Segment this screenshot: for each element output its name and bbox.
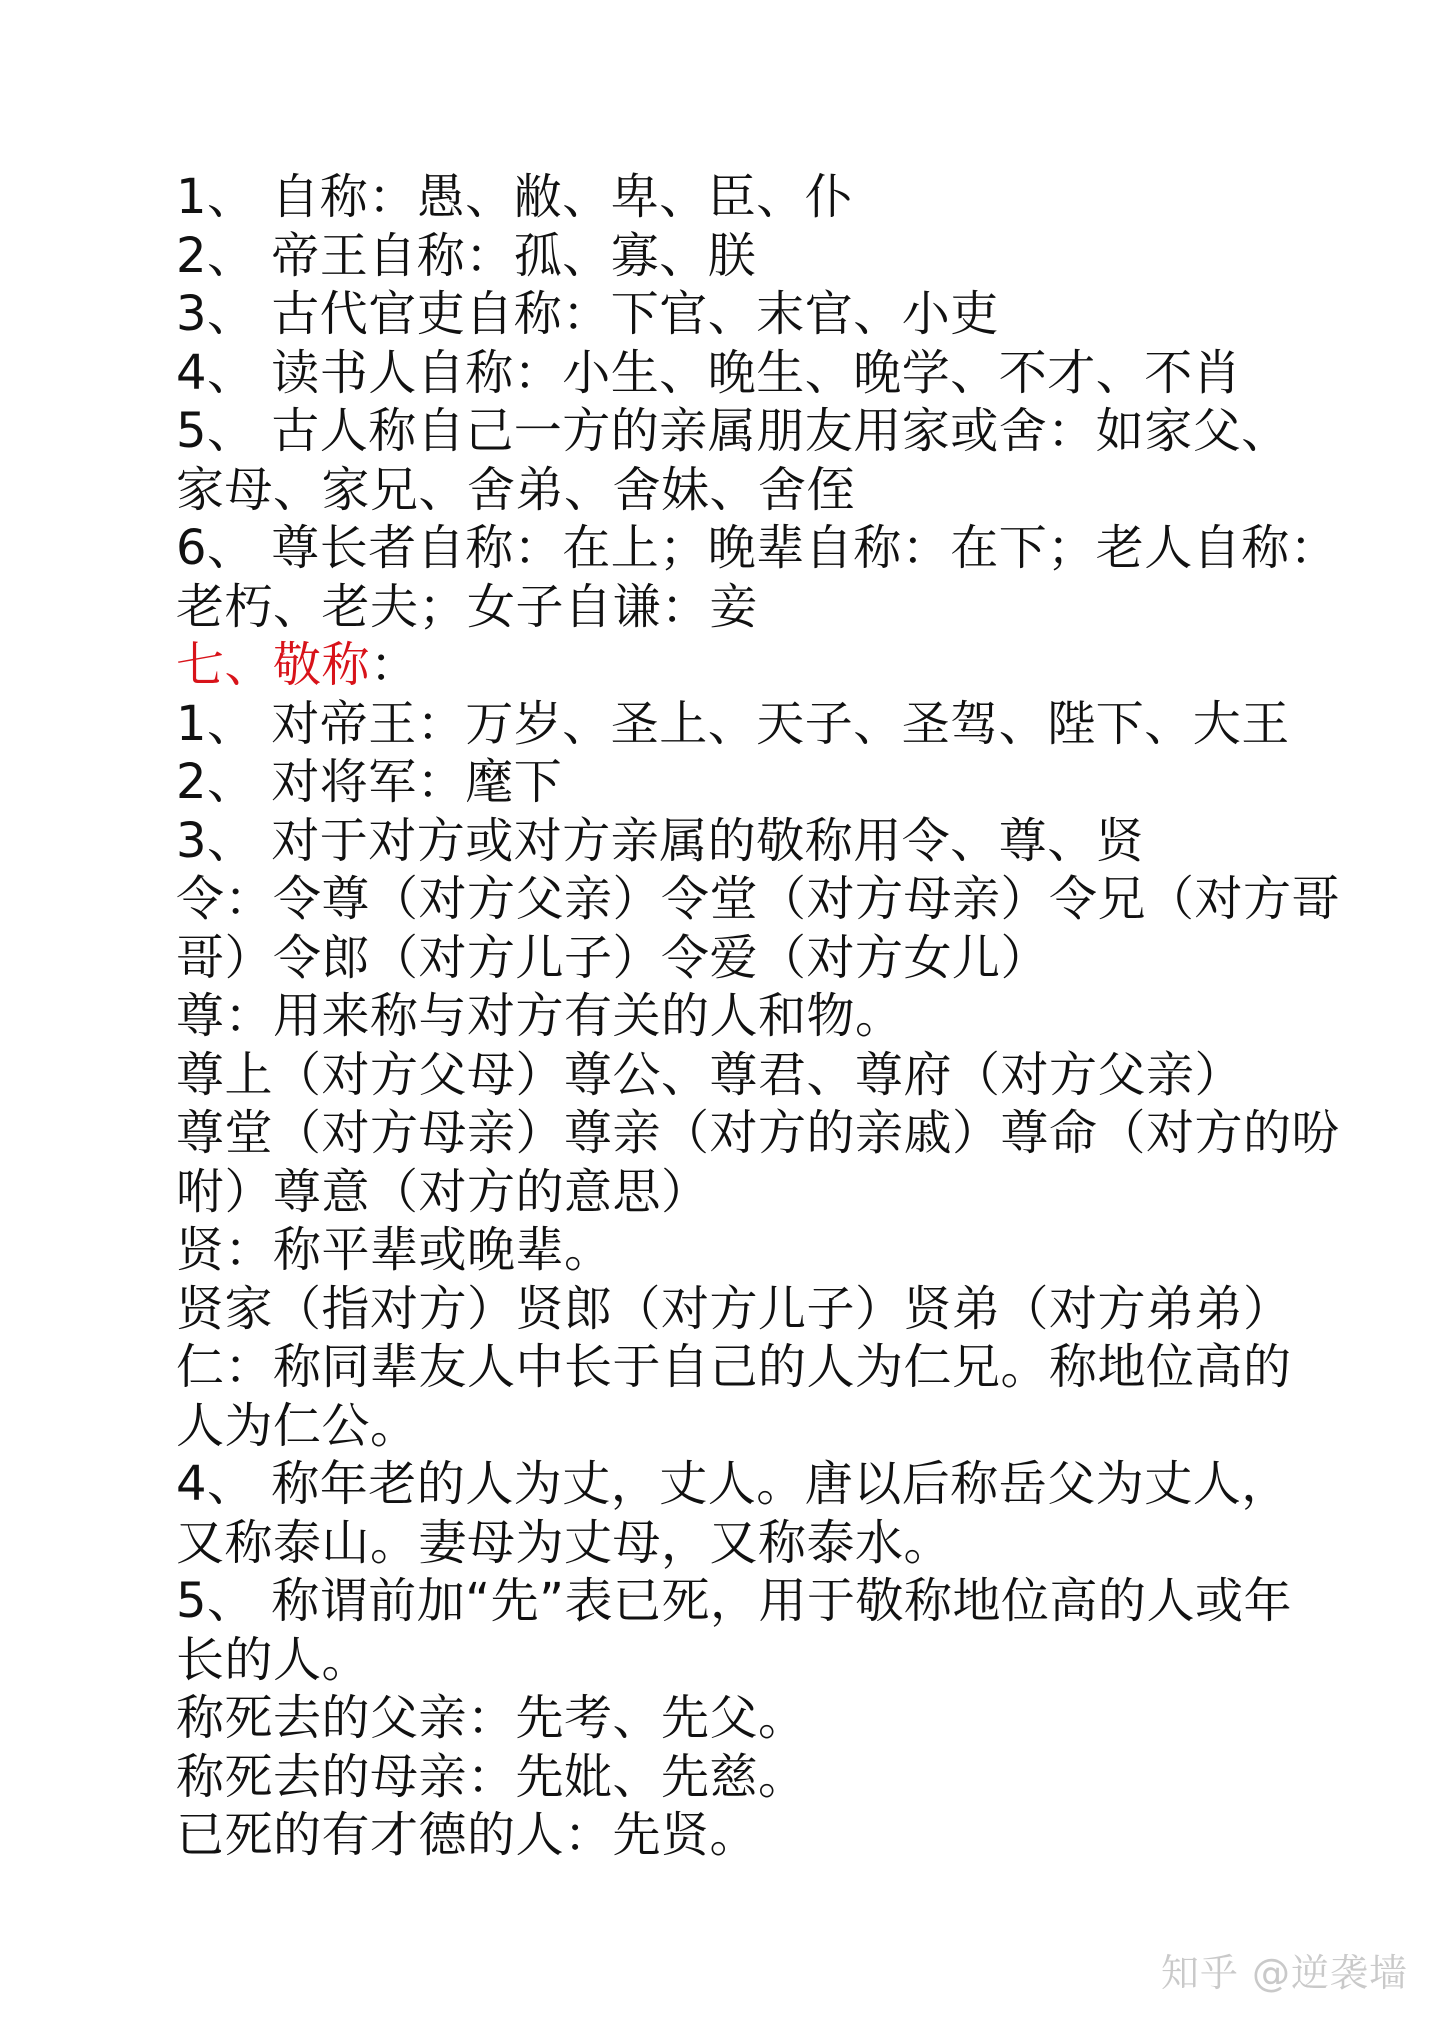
text-line: 3、 古代官吏自称：下官、末官、小吏 (176, 286, 999, 342)
section-heading (176, 636, 1396, 695)
text-line: 4、 读书人自称：小生、晚生、晚学、不才、不肖 (176, 344, 1242, 401)
text-line: 1、 对帝王：万岁、圣上、天子、圣驾、陛下、大王 (176, 695, 1290, 752)
watermark: 知乎 @逆袭墙 (1160, 1951, 1408, 1995)
text-line: 5、 古人称自己一方的亲属朋友用家或舍：如家父、 (176, 403, 1290, 459)
text-line: 5、 称谓前加“先”表已死，用于敬称地位高的人或年 (176, 1573, 1293, 1629)
text-line: 仁：称同辈友人中长于自己的人为仁兄。称地位高的 (176, 1339, 1292, 1395)
text-line: 已死的有才德的人：先贤。 (176, 1807, 759, 1863)
text-line: 尊上（对方父母）尊公、尊君、尊府（对方父亲） (176, 1046, 1244, 1103)
document-body (176, 168, 1396, 1865)
text-line: 2、 对将军：麾下 (176, 754, 563, 810)
text-line: 6、 尊长者自称：在上；晚辈自称：在下；老人自称： (176, 520, 1339, 576)
text-line: 长的人。 (176, 1631, 371, 1688)
text-line: 称死去的母亲：先妣、先慈。 (176, 1748, 807, 1805)
text-line: 3、 对于对方或对方亲属的敬称用令、尊、贤 (176, 812, 1145, 869)
text-line: 哥）令郎（对方儿子）令爱（对方女儿） (176, 929, 1050, 986)
text-line: 令：令尊（对方父亲）令堂（对方母亲）令兄（对方哥 (176, 871, 1341, 927)
text-line: 1、 自称：愚、敝、卑、臣、仆 (176, 169, 854, 225)
text-line: 称死去的父亲：先考、先父。 (176, 1690, 807, 1746)
section-heading-text: 七、敬称 (176, 637, 371, 693)
text-line: 咐）尊意（对方的意思） (176, 1163, 710, 1220)
text-line: 贤家（指对方）贤郎（对方儿子）贤弟（对方弟弟） (176, 1280, 1292, 1337)
text-line: 贤：称平辈或晚辈。 (176, 1222, 613, 1278)
text-line: 4、 称年老的人为丈，丈人。唐以后称岳父为丈人， (176, 1456, 1290, 1512)
text-line: 又称泰山。妻母为丈母，又称泰水。 (176, 1514, 953, 1571)
text-line: 2、 帝王自称：孤、寡、朕 (176, 227, 757, 284)
text-line: 家母、家兄、舍弟、舍妹、舍侄 (176, 461, 856, 518)
text-line: 老朽、老夫；女子自谦：妾 (176, 578, 759, 635)
text-line: 尊堂（对方母亲）尊亲（对方的亲戚）尊命（对方的吩 (176, 1105, 1341, 1161)
section-heading-colon: ： (370, 637, 419, 693)
text-line: 人为仁公。 (176, 1397, 419, 1454)
text-line: 尊：用来称与对方有关的人和物。 (176, 988, 904, 1044)
